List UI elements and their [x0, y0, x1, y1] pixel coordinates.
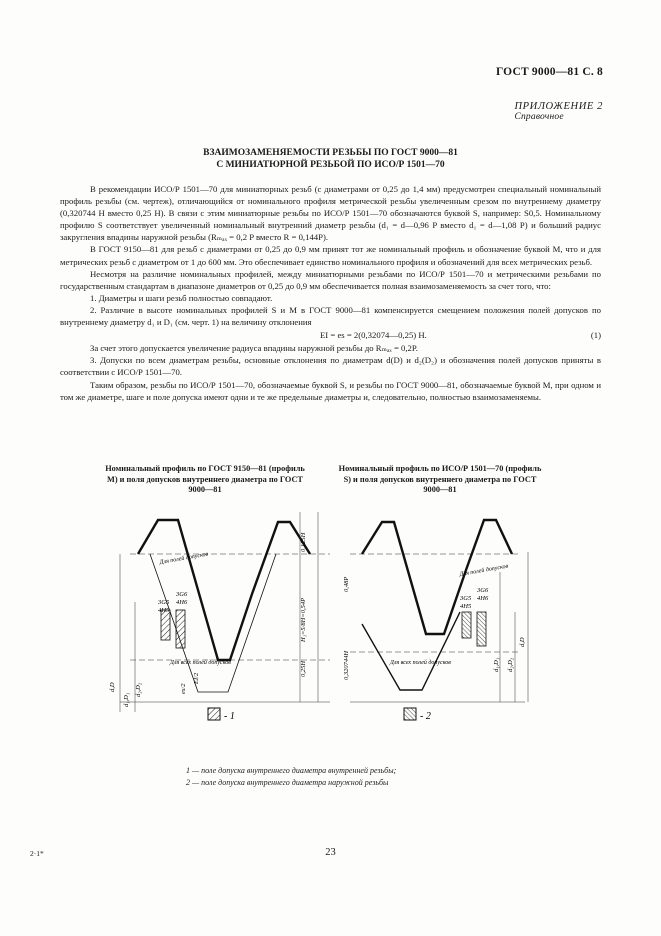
label-dD: d,D	[109, 682, 116, 692]
paragraph: Таким образом, резьбы по ИСО/Р 1501—70, обозначаемые буквой S, и резьбы по ГОСТ 9000—81, обозначаемые буквой M, при одном и том же диаметре, шаге и поле допуска имеют одни и те же предельные диаметры и, следовательно, полностью взаимозаменяемы.	[60, 379, 601, 402]
formula: EI = es = 2(0,32074—0,25) H.	[320, 330, 427, 341]
document-header: ГОСТ 9000—81 С. 8	[495, 66, 603, 78]
figure-caption-right: Номинальный профиль по ИСО/Р 1501—70 (профиль S) и поля допусков внутреннего диаметра по ГОСТ 9000—81	[338, 464, 542, 494]
profile-m	[120, 512, 330, 712]
legend-swatch-2	[404, 708, 416, 720]
field-3g6-s	[477, 612, 486, 646]
legend-swatch-1	[208, 708, 220, 720]
figure-legend	[186, 765, 396, 788]
label-d2D2-s: d₂,D₂	[507, 657, 514, 672]
label-d2D2: d₂,D₂	[135, 682, 142, 697]
label-d1D1: d₁,D₁	[123, 692, 130, 707]
label-zone-nut: Для полей допусков	[159, 551, 209, 566]
label-3g6-s: 3G6	[477, 587, 489, 594]
label-4h6: 4H6	[176, 599, 188, 606]
paragraph: 1. Диаметры и шаги резьб полностью совпадают.	[90, 292, 273, 303]
legend-item-1: 1 — поле допуска внутреннего диаметра внутренней резьбы;	[186, 766, 397, 775]
label-3g6: 3G6	[176, 591, 188, 598]
title-line-1: ВЗАИМОЗАМЕНЯЕМОСТИ РЕЗЬБЫ ПО ГОСТ 9000—81	[203, 148, 458, 158]
signature-mark: 2·1*	[30, 849, 44, 858]
page-number: 23	[325, 847, 336, 858]
label-4h5: 4H5	[158, 607, 170, 614]
label-ei: EI/2	[193, 672, 200, 684]
label-zone-all-right: Для всех полей допусков	[390, 660, 451, 666]
label-zone-all-left: Для всех полей допусков	[170, 660, 231, 666]
profile-s	[350, 520, 528, 702]
paragraph: Несмотря на различие номинальных профилей, между миниатюрными резьбами по ИСО/Р 1501—70 и метрическими резьбами по государственным стандартам в диапазоне диаметров от 0,25 до 0,9 мм обеспечивается полная взаимозаменяемость за счет того, что:	[60, 268, 601, 291]
figure-caption-left: Номинальный профиль по ГОСТ 9150—81 (профиль M) и поля допусков внутреннего диаметра по ГОСТ 9000—81	[105, 464, 305, 494]
title-line-2: С МИНИАТЮРНОЙ РЕЗЬБОЙ ПО ИСО/Р 1501—70	[216, 160, 445, 170]
label-025h: 0,25H	[300, 660, 307, 677]
field-3g5-s	[462, 612, 471, 638]
formula-number: (1)	[590, 330, 601, 341]
paragraph: 2. Различие в высоте номинальных профилей S и M в ГОСТ 9000—81 компенсируется смещением положения полей допусков по внутреннему диаметру d₁ и D₁ (см. черт. 1) на величину отклонения	[60, 304, 601, 328]
formula-row	[60, 329, 601, 341]
legend-key-1: - 1	[224, 711, 235, 722]
label-d1D1-s: d₁,D₁	[493, 657, 500, 672]
label-4h6-s: 4H6	[477, 595, 489, 602]
appendix-label	[514, 101, 603, 122]
section-title	[60, 147, 601, 171]
label-zone-nut-right: Для полей допусков	[459, 563, 509, 578]
field-3g6	[176, 610, 185, 648]
label-0320744h: 0,320744H	[343, 650, 350, 680]
label-3g5: 3G5	[158, 599, 170, 606]
body-text	[60, 183, 601, 403]
legend-key-2: - 2	[420, 711, 431, 722]
paragraph: 3. Допуски по всем диаметрам резьбы, основные отклонения по диаметрам d(D) и d₂(D₂) и обозначения полей допусков приняты в соответствии с ИСО/Р 1501—70.	[60, 355, 601, 378]
paragraph: В ГОСТ 9150—81 для резьб с диаметрами от 0,25 до 0,9 мм принят тот же номинальный профиль и обозначение буквой M, что и для метрических резьб с диаметром от 1 до 600 мм. Это обеспечивает единство номинального профиля и обозначений для всех метрических резьб.	[60, 244, 601, 267]
thread-profile-diagram	[100, 512, 540, 734]
label-es: es/2	[180, 683, 187, 694]
appendix-title: ПРИЛОЖЕНИЕ 2	[514, 101, 603, 112]
legend-item-2: 2 — поле допуска внутреннего диаметра наружной резьбы	[186, 777, 389, 787]
label-048p: 0,48P	[343, 576, 350, 592]
label-dD-s: d,D	[519, 637, 526, 647]
appendix-status: Справочное	[514, 112, 564, 122]
legend-key	[208, 708, 431, 722]
label-0125h: 0,125H	[300, 532, 307, 552]
label-h1: H₁=5/8H=0,54P	[300, 597, 307, 642]
label-3g5-s: 3G5	[460, 595, 472, 602]
paragraph: В рекомендации ИСО/Р 1501—70 для миниатюрных резьб (с диаметрами от 0,25 до 1,4 мм) предусмотрен специальный номинальный профиль резьбы (см. чертеж), отличающийся от номинального профиля метрической резьбы увеличенным срезом по внутреннему диаметру (0,320744 H вместо 0,25 H). В связи с этим миниатюрные резьбы по ИСО/Р 1501—70 обозначаются буквой S, например: S0,5. Номинальному профилю S соответствует увеличенный номинальный внутренний диаметр резьбы (d₁ = d—0,96 P вместо d₁ = d—1,08 P) и больший радиус закругления впадины наружной резьбы (Rₘₐₓ = 0,2 P вместо R = 0,144P).	[60, 184, 601, 243]
paragraph: За счет этого допускается увеличение радиуса впадины наружной резьбы до Rₘₐₓ = 0,2P.	[90, 343, 418, 354]
field-3g5	[161, 610, 170, 640]
label-4h5-s: 4H5	[460, 603, 472, 610]
